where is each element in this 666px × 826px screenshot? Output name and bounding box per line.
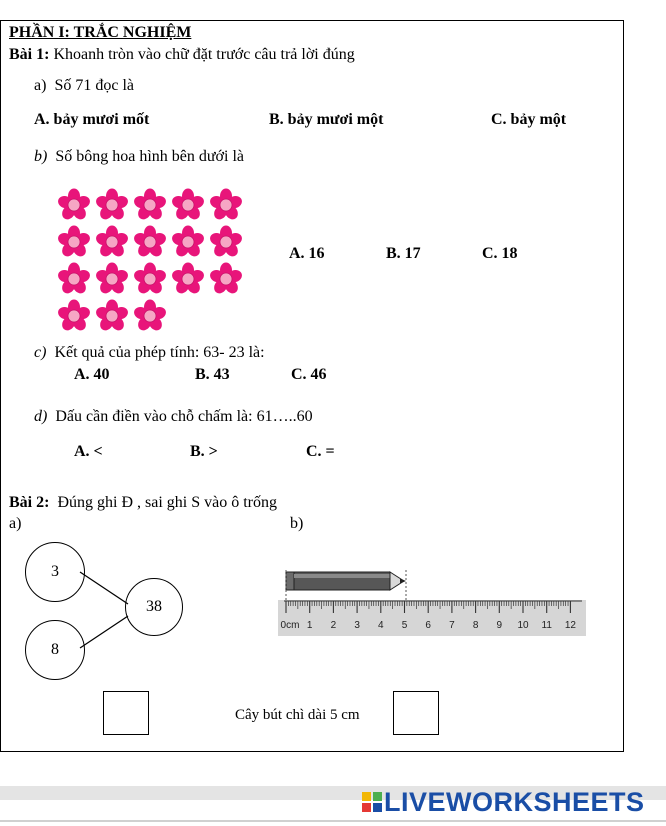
- flower-icon: [132, 300, 167, 333]
- question-b: [34, 148, 244, 166]
- part-a-label: a): [9, 515, 22, 532]
- flower-icon: [56, 226, 91, 259]
- flower-grid: [54, 184, 248, 336]
- flower-icon: [208, 189, 243, 222]
- flower-icon: [170, 226, 205, 259]
- ruler-label: 11: [541, 620, 552, 631]
- bai1-heading: [9, 46, 355, 64]
- option-b-A[interactable]: A. 16: [289, 245, 325, 262]
- question-a: [34, 77, 134, 95]
- footer-divider: [0, 820, 666, 822]
- bai2-label: Bài 2:: [9, 494, 50, 511]
- flower-icon: [170, 263, 205, 296]
- question-b-label: b): [34, 148, 48, 165]
- flower-icon: [208, 263, 243, 296]
- flower-icon: [94, 300, 129, 333]
- question-c-label: c): [34, 344, 47, 361]
- flower-icon: [208, 226, 243, 259]
- bai1-label: Bài 1:: [9, 46, 50, 63]
- answer-box-b[interactable]: [393, 691, 439, 735]
- option-d-C[interactable]: C. =: [306, 443, 335, 460]
- ruler-label: 12: [564, 620, 576, 631]
- flower-icon: [94, 189, 129, 222]
- circle-top: 3: [25, 542, 85, 602]
- ruler-label: 0cm: [280, 620, 300, 631]
- section-title: PHẦN I: TRẮC NGHIỆM: [9, 24, 192, 41]
- question-d-text: Dấu cần điền vào chỗ chấm là: 61…..60: [55, 408, 313, 425]
- option-b-C[interactable]: C. 18: [482, 245, 518, 262]
- question-c: [34, 344, 265, 362]
- ruler-label: 7: [449, 620, 455, 631]
- liveworksheets-brand: LIVEWORKSHEETS: [384, 787, 645, 817]
- part-b-label: b): [290, 515, 304, 532]
- pencil-ruler-figure: [276, 566, 592, 640]
- option-c-A[interactable]: A. 40: [74, 366, 110, 383]
- statement-b: Cây bút chì dài 5 cm: [235, 707, 360, 723]
- ruler-label: 2: [330, 620, 337, 631]
- ruler-label: 6: [425, 620, 431, 631]
- answer-box-a[interactable]: [103, 691, 149, 735]
- option-a-A[interactable]: A. bảy mươi mốt: [34, 111, 150, 128]
- flower-icon: [56, 263, 91, 296]
- ruler-label: 8: [472, 620, 479, 631]
- flower-icon: [56, 300, 91, 333]
- question-d: [34, 408, 313, 426]
- pencil-icon: [286, 572, 406, 590]
- ruler-label: 1: [306, 620, 313, 631]
- flower-icon: [132, 263, 167, 296]
- flower-icon: [56, 189, 91, 222]
- ruler-label: 3: [354, 620, 360, 631]
- ruler-label: 5: [401, 620, 408, 631]
- question-c-text: Kết quả của phép tính: 63- 23 là:: [54, 344, 265, 361]
- option-c-C[interactable]: C. 46: [291, 366, 327, 383]
- option-a-B[interactable]: B. bảy mươi một: [269, 111, 384, 128]
- circle-bottom: 8: [25, 620, 85, 680]
- liveworksheets-logo-icon: [362, 792, 382, 812]
- ruler-label: 4: [378, 620, 384, 631]
- ruler-label: 9: [496, 620, 503, 631]
- question-b-text: Số bông hoa hình bên dưới là: [55, 148, 244, 165]
- flower-icon: [94, 226, 129, 259]
- option-c-B[interactable]: B. 43: [195, 366, 230, 383]
- flower-icon: [170, 189, 205, 222]
- option-b-B[interactable]: B. 17: [386, 245, 421, 262]
- question-a-label: a): [34, 77, 47, 94]
- bai2-text: Đúng ghi Đ , sai ghi S vào ô trống: [57, 494, 277, 511]
- question-a-text: Số 71 đọc là: [54, 77, 134, 94]
- flower-icon: [94, 263, 129, 296]
- option-a-C[interactable]: C. bảy một: [491, 111, 567, 128]
- bai2-heading: [9, 494, 277, 512]
- ruler-label: 10: [517, 620, 529, 631]
- option-d-B[interactable]: B. >: [190, 443, 218, 460]
- circle-sum: 38: [125, 578, 183, 636]
- option-d-A[interactable]: A. <: [74, 443, 103, 460]
- flower-icon: [132, 189, 167, 222]
- question-d-label: d): [34, 408, 48, 425]
- flower-icon: [132, 226, 167, 259]
- bai1-text: Khoanh tròn vào chữ đặt trước câu trả lời đúng: [53, 46, 355, 63]
